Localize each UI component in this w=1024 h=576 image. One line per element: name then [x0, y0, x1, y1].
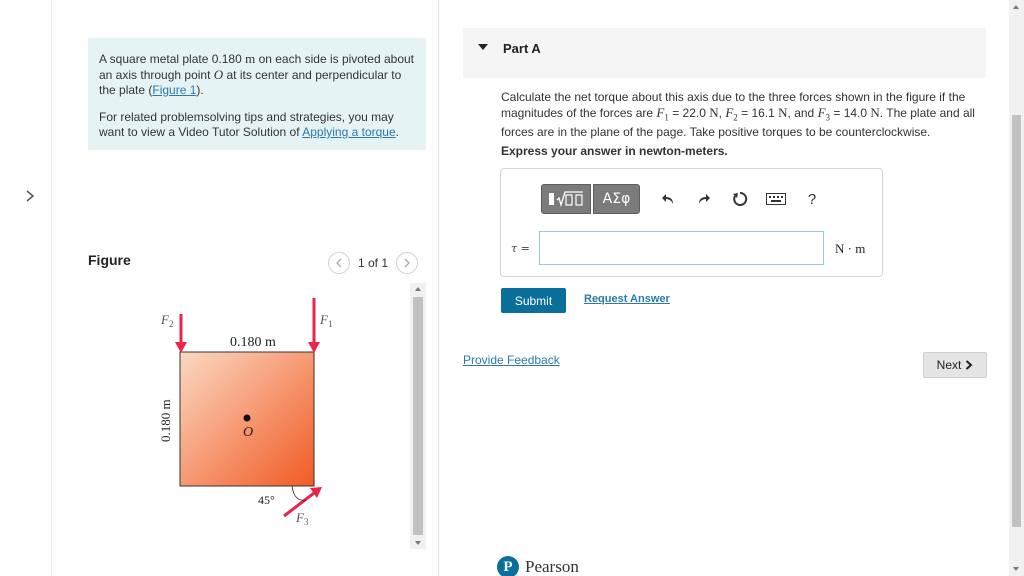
- answer-unit: N · m: [835, 241, 866, 256]
- reset-icon: [732, 191, 748, 207]
- pearson-logo: P: [497, 556, 519, 576]
- unit-n: N: [778, 105, 788, 120]
- intro-box: [88, 38, 426, 150]
- figure-link[interactable]: Figure 1: [152, 83, 197, 97]
- page-scroll-thumb[interactable]: [1012, 115, 1021, 527]
- unit-n: N: [709, 105, 719, 120]
- redo-icon: [697, 192, 711, 206]
- figure-pager: [328, 252, 418, 274]
- undo-icon: [661, 192, 675, 206]
- request-answer-link[interactable]: Request Answer: [584, 293, 670, 305]
- side-label-top: 0.180 m: [230, 335, 276, 350]
- video-tutor-link[interactable]: Applying a torque: [302, 125, 396, 139]
- panel-divider: [438, 0, 439, 576]
- pivot-point: [244, 415, 251, 422]
- left-gutter: [0, 0, 52, 576]
- keyboard-button[interactable]: [758, 184, 794, 214]
- side-label-left: 0.180 m: [158, 399, 173, 442]
- question-part: Calculate the net torque about this axis due to the three forces shown in the figure if the magnitudes of the forces are: [501, 90, 966, 120]
- force-f2-head: [175, 342, 187, 353]
- intro-text: ).: [196, 83, 204, 97]
- force-f3-label: $F_3$: [296, 510, 309, 527]
- intro-text: on each side is pivoted about an axis through point: [99, 52, 415, 82]
- var-f2: F: [725, 105, 734, 120]
- force-f1-label: $F_1$: [320, 312, 333, 329]
- help-button[interactable]: ?: [807, 190, 817, 208]
- pager-count: 1 of 1: [358, 256, 389, 270]
- left-panel: [53, 0, 437, 576]
- submit-button[interactable]: Submit: [501, 288, 566, 313]
- answer-instruction: Express your answer in newton-meters.: [501, 144, 728, 158]
- var-f3: F: [817, 105, 826, 120]
- redo-button[interactable]: [686, 184, 722, 214]
- intro-text: A square metal plate 0.180: [99, 52, 246, 66]
- page-scroll-up-icon[interactable]: [1013, 5, 1019, 9]
- separator: , and: [787, 106, 818, 120]
- sub-1: 1: [664, 112, 669, 123]
- scroll-up-icon[interactable]: [415, 287, 421, 291]
- tips-paragraph: [99, 110, 415, 140]
- sub-3: 3: [825, 112, 831, 123]
- separator: ,: [718, 106, 726, 120]
- next-button[interactable]: [923, 352, 987, 378]
- tips-text: .: [395, 125, 399, 139]
- figure-diagram: [148, 290, 388, 540]
- reset-button[interactable]: [722, 184, 758, 214]
- force-f1-head: [308, 342, 320, 353]
- part-label: Part A: [503, 41, 541, 56]
- intro-text: at its center and perpendicular to the plate (: [99, 68, 402, 97]
- keyboard-icon: [766, 193, 786, 205]
- chevron-right-icon: [403, 258, 411, 268]
- expand-chevron-icon[interactable]: [22, 188, 38, 204]
- torque-variable-label: τ =: [511, 242, 530, 255]
- page-scroll-down-icon[interactable]: [1013, 567, 1019, 571]
- scroll-down-icon[interactable]: [415, 541, 421, 545]
- force-f2-label: $F_2$: [161, 312, 174, 329]
- next-label: Next: [936, 358, 962, 372]
- figure-scrollbar[interactable]: [410, 283, 426, 549]
- part-a-header[interactable]: [463, 28, 986, 78]
- value-f2: = 16.1: [737, 106, 779, 120]
- answer-box: [500, 168, 883, 277]
- templates-button[interactable]: [541, 184, 591, 214]
- unit-n: N: [870, 105, 880, 120]
- math-toolbar: [541, 184, 830, 214]
- torque-answer-input[interactable]: [539, 231, 824, 265]
- value-f3: = 14.0: [830, 106, 871, 120]
- intro-paragraph: [99, 51, 415, 98]
- greek-symbols-button[interactable]: ΑΣφ: [593, 184, 640, 214]
- question-text: [501, 90, 986, 140]
- undo-button[interactable]: [650, 184, 686, 214]
- var-f1: F: [656, 105, 665, 120]
- unit-m: m: [245, 51, 256, 66]
- collapse-caret-icon[interactable]: [478, 44, 488, 50]
- angle-label: 45°: [258, 493, 275, 507]
- provide-feedback-link[interactable]: Provide Feedback: [463, 353, 560, 367]
- angle-arc: [292, 486, 306, 500]
- pearson-brand: [497, 556, 579, 576]
- chevron-left-icon: [335, 258, 343, 268]
- tips-text: For related problemsolving tips and strategies, you may want to view a Video Tutor Solution of: [99, 110, 394, 139]
- pearson-name: Pearson: [525, 557, 579, 576]
- figure-title: Figure: [88, 252, 131, 268]
- value-f1: = 22.0: [668, 106, 710, 120]
- page-scrollbar[interactable]: [1009, 0, 1024, 576]
- chevron-right-icon: [965, 360, 973, 370]
- question-part: . The plate and all forces are in the plane of the page. Take positive torques to be counterclockwise.: [501, 106, 975, 140]
- point-label: O: [243, 425, 254, 440]
- scroll-thumb[interactable]: [413, 297, 423, 535]
- templates-icon: [546, 189, 586, 209]
- next-figure-button[interactable]: [396, 252, 418, 274]
- prev-figure-button[interactable]: [328, 252, 350, 274]
- sub-2: 2: [733, 112, 738, 123]
- point-o: O: [213, 67, 224, 82]
